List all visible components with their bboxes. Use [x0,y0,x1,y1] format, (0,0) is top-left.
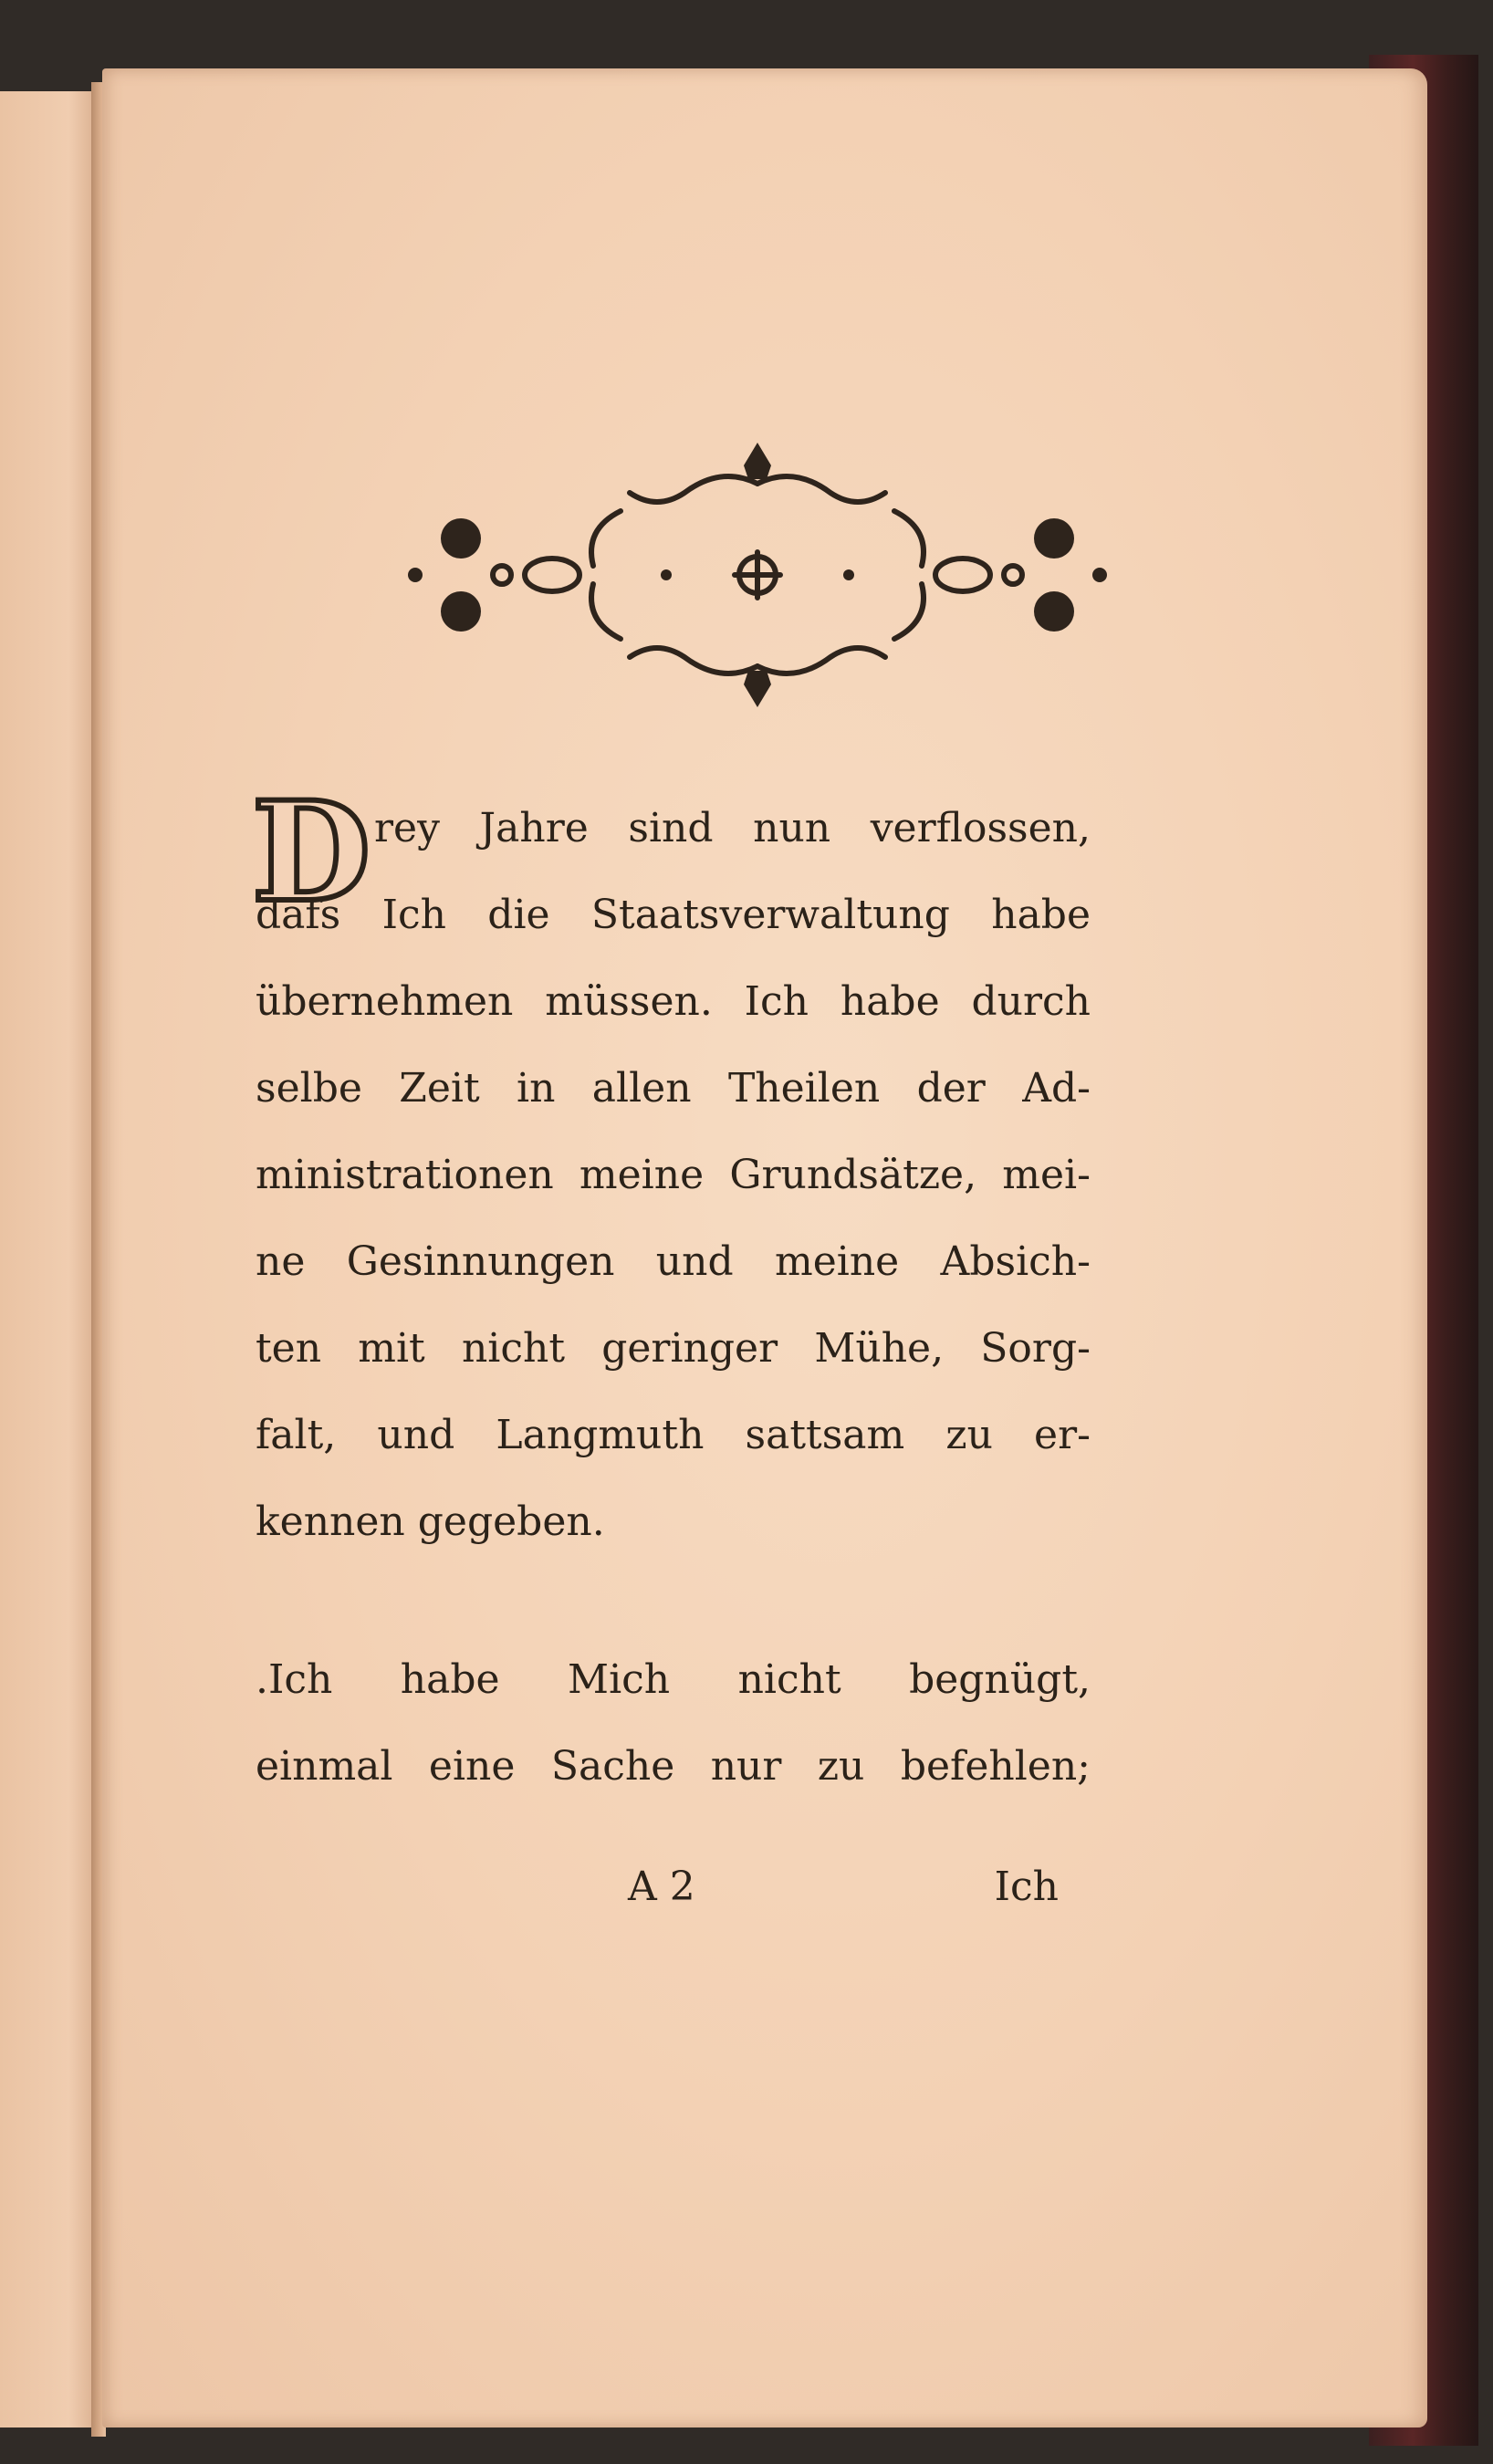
text-line-11: einmal eine Sache nur zu befehlen; [256,1743,1091,1790]
drop-cap-initial [252,792,372,913]
text-line-10: .Ich habe Mich nicht begnügt, [256,1656,1091,1703]
signature-mark: A 2 [628,1864,695,1910]
text-line-3: übernehmen müssen. Ich habe durch [256,978,1091,1025]
text-line-7: ten mit nicht geringer Mühe, Sorg- [256,1325,1091,1372]
text-line-8: falt, und Langmuth sattsam zu er- [256,1412,1091,1458]
paragraph-1 [252,785,1091,1565]
left-page-edge [0,91,99,2427]
text-line-6: ne Gesinnungen und meine Absich- [256,1238,1091,1285]
text-line-4: selbe Zeit in allen Theilen der Ad- [256,1065,1091,1112]
catchword: Ich [994,1864,1059,1910]
drop-cap-letter: D [252,792,371,913]
body-text [252,785,1091,1810]
ornament-vignette-icon [392,438,1122,712]
text-line-5: ministrationen meine Grundsätze, mei- [256,1152,1091,1198]
paragraph-2 [256,1636,1091,1810]
text-line-1: rey Jahre sind nun verflossen, [374,805,1091,851]
page-footer [256,1843,1059,1930]
text-line-9: kennen gegeben. [256,1498,605,1545]
text-line-2: dafs Ich die Staatsverwaltung habe [256,892,1091,938]
